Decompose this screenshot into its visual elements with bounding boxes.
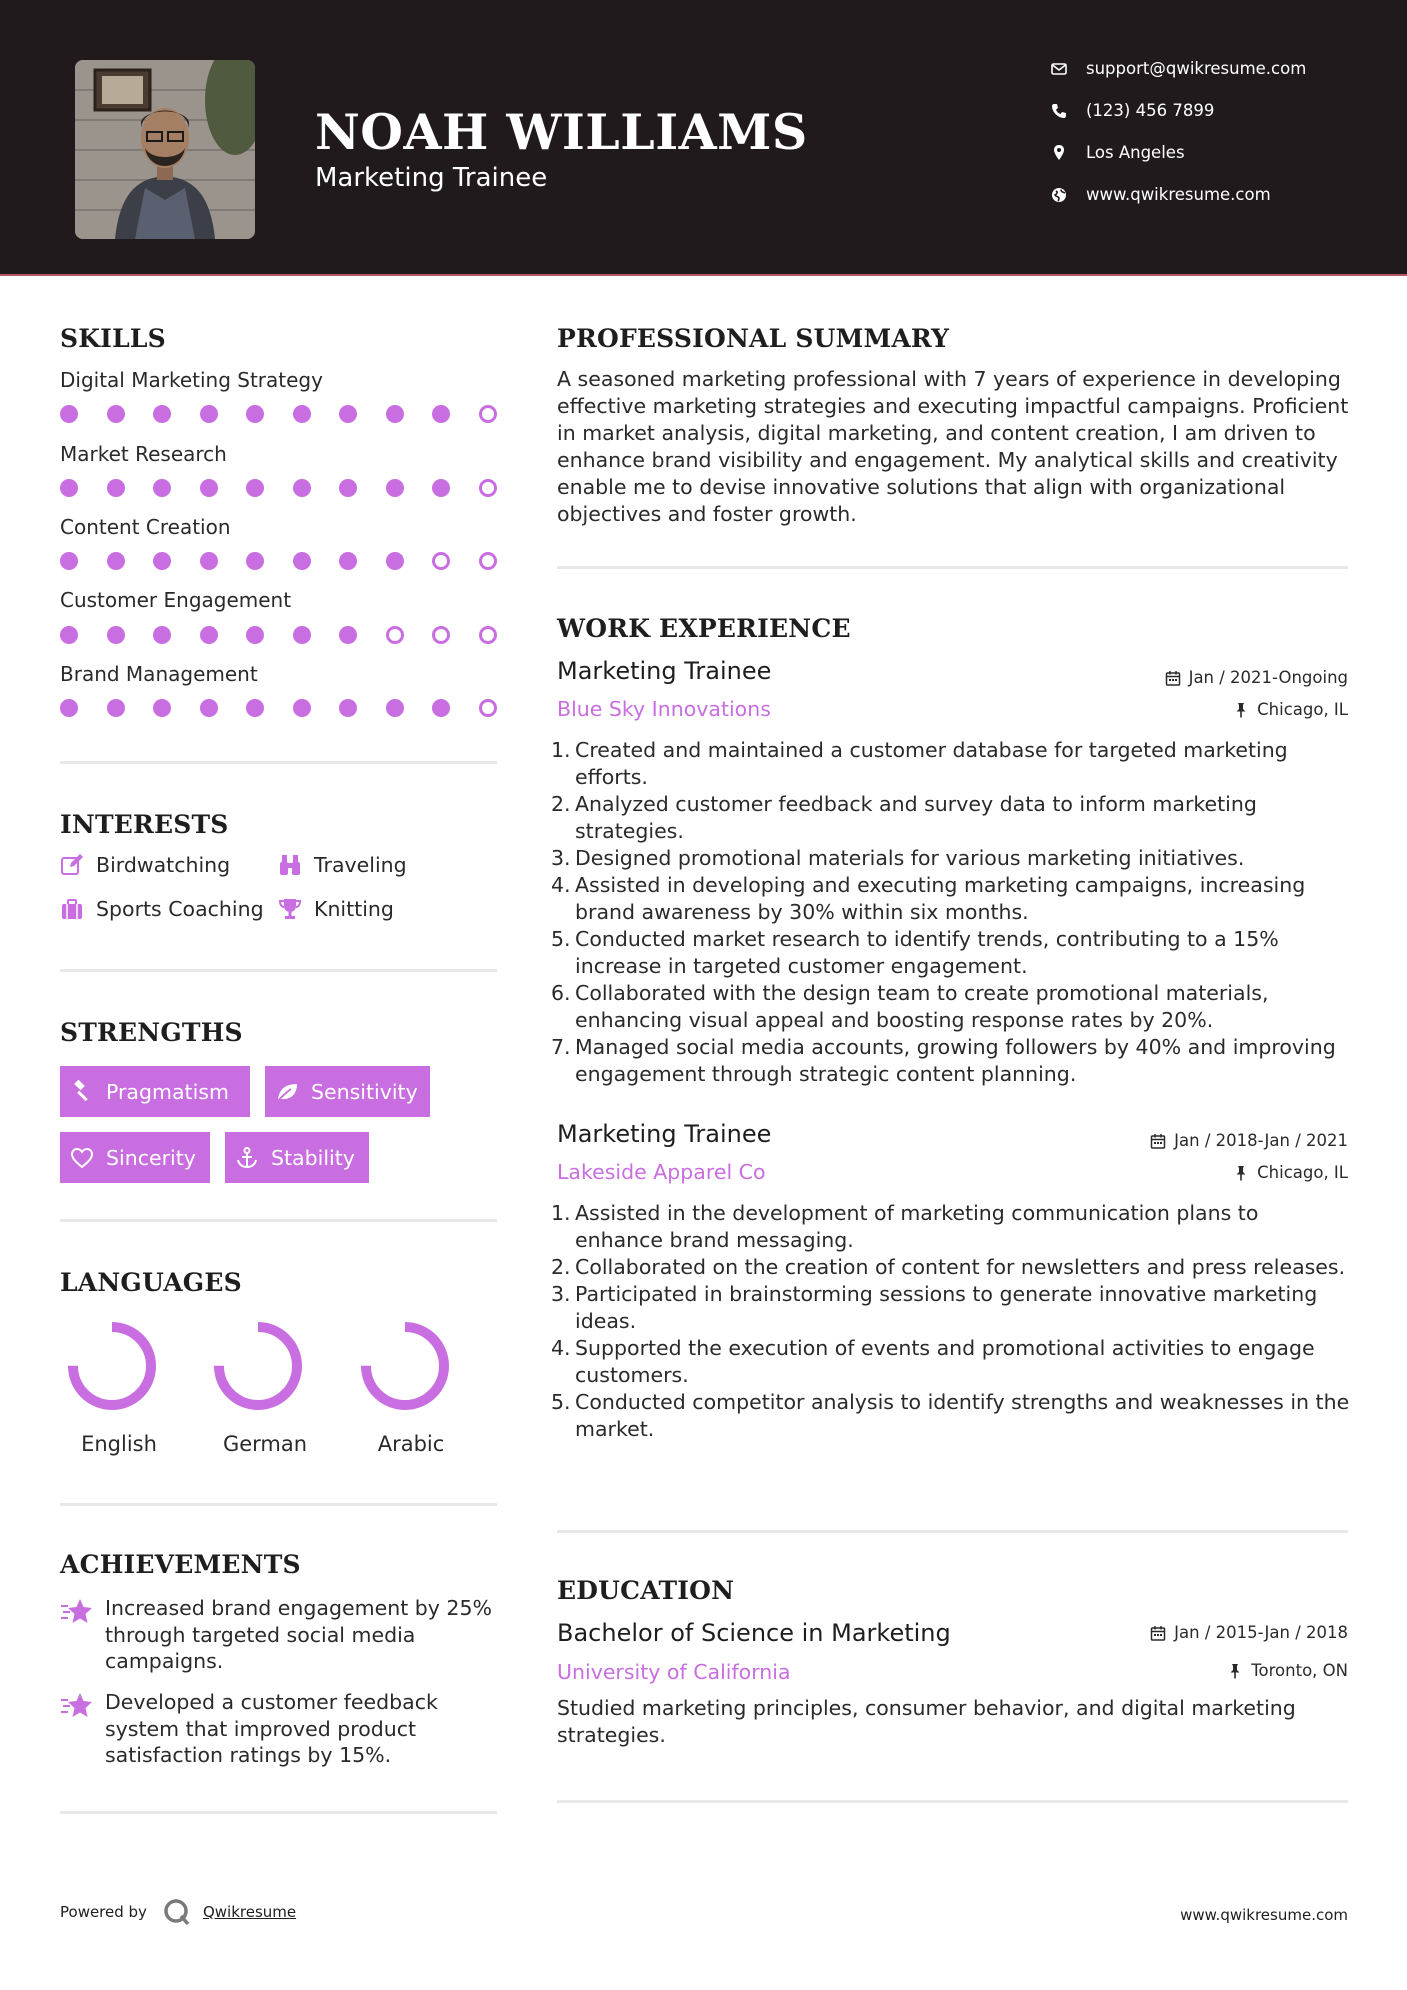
heart-icon <box>70 1146 94 1170</box>
strength-badge <box>265 1066 430 1117</box>
skill-dot-empty <box>479 405 497 423</box>
contact-phone[interactable] <box>1050 101 1214 120</box>
skill-dot-filled <box>107 479 125 497</box>
strength-badge <box>60 1132 210 1183</box>
education-location <box>1227 1661 1348 1680</box>
skill-name: Digital Marketing Strategy <box>60 368 323 392</box>
skill-dot-filled <box>246 479 264 497</box>
skill-dot-filled <box>339 479 357 497</box>
languages-title: LANGUAGES <box>60 1268 242 1297</box>
section-divider <box>60 969 497 972</box>
gavel-icon <box>70 1080 94 1104</box>
bullet-text: Conducted market research to identify trends, contributing to a 15% increase in targeted customer engagement. <box>575 927 1279 978</box>
binoculars-icon <box>278 853 302 877</box>
bullet-number: 6. <box>551 981 571 1005</box>
skill-dot-filled <box>153 552 171 570</box>
summary-text: A seasoned marketing professional with 7 years of experience in developing effective marketing strategies and executing impactful campaigns. Proficient in market analysis, digital marketing, and content creation, I am driven to enhance brand visibility and engagement. My analytical skills and creativity enable me to devise innovative solutions that align with organizational objectives and foster growth. <box>557 367 1349 526</box>
job-title: Marketing Trainee <box>557 1120 772 1148</box>
leaf-icon <box>275 1080 299 1104</box>
bullet-text: Assisted in developing and executing marketing campaigns, increasing brand awareness by 30% within six months. <box>575 873 1306 924</box>
skill-dot-filled <box>386 699 404 717</box>
location-pin-icon <box>1050 144 1068 162</box>
skill-dot-empty <box>479 552 497 570</box>
job-dates <box>1165 668 1348 687</box>
job-bullet <box>551 1281 1351 1335</box>
skill-dot-filled <box>60 405 78 423</box>
qwikresume-link[interactable]: Qwikresume <box>202 1903 297 1921</box>
strengths-title: STRENGTHS <box>60 1018 243 1047</box>
interest-item <box>60 853 230 877</box>
language-level-arc <box>73 1327 151 1405</box>
star-icon <box>60 1597 94 1627</box>
interest-item <box>278 853 407 877</box>
strength-badge <box>225 1132 369 1183</box>
skill-dot-filled <box>293 552 311 570</box>
bullet-text: Collaborated on the creation of content for newsletters and press releases. <box>575 1255 1346 1279</box>
skill-rating <box>60 479 500 499</box>
job-location <box>1233 1163 1348 1182</box>
degree-title: Bachelor of Science in Marketing <box>557 1619 951 1647</box>
section-divider <box>60 1811 497 1814</box>
summary-title: PROFESSIONAL SUMMARY <box>557 324 950 353</box>
contact-location-text: Los Angeles <box>1086 143 1185 162</box>
contact-email[interactable] <box>1050 59 1306 78</box>
footer-url[interactable]: www.qwikresume.com <box>1180 1906 1348 1924</box>
bullet-text: Analyzed customer feedback and survey data to inform marketing strategies. <box>575 792 1257 843</box>
bullet-number: 4. <box>551 873 571 897</box>
language-ring <box>208 1316 308 1416</box>
interest-item <box>60 897 264 921</box>
edit-icon <box>60 853 84 877</box>
contact-email-text: support@qwikresume.com <box>1086 59 1307 78</box>
bullet-text: Created and maintained a customer database for targeted marketing efforts. <box>575 738 1288 789</box>
skill-dot-filled <box>200 479 218 497</box>
interest-label: Traveling <box>314 853 407 877</box>
education-dates <box>1150 1623 1348 1642</box>
bullet-number: 3. <box>551 1282 571 1306</box>
job-bullet <box>551 1335 1351 1389</box>
skill-name: Customer Engagement <box>60 588 292 612</box>
bullet-number: 7. <box>551 1035 571 1059</box>
qwikresume-logo-icon <box>161 1896 193 1928</box>
contact-location <box>1050 143 1185 162</box>
section-divider <box>60 761 497 764</box>
language-name: English <box>81 1432 157 1456</box>
skill-dot-filled <box>107 626 125 644</box>
skill-dot-filled <box>246 552 264 570</box>
skill-rating <box>60 626 500 646</box>
skill-dot-filled <box>153 699 171 717</box>
skill-dot-filled <box>200 405 218 423</box>
language-ring <box>62 1316 162 1416</box>
language-name: German <box>222 1432 308 1456</box>
resume-header <box>0 0 1407 276</box>
bullet-text: Participated in brainstorming sessions to generate innovative marketing ideas. <box>575 1282 1318 1333</box>
skill-name: Content Creation <box>60 515 231 539</box>
skill-dot-filled <box>200 552 218 570</box>
job-bullet <box>551 1034 1351 1088</box>
bullet-text: Managed social media accounts, growing followers by 40% and improving engagement through strategic content planning. <box>575 1035 1336 1086</box>
language-ring <box>355 1316 455 1416</box>
skill-dot-filled <box>386 552 404 570</box>
anchor-icon <box>235 1146 259 1170</box>
interest-label: Knitting <box>314 897 394 921</box>
education-dates-text: Jan / 2015-Jan / 2018 <box>1174 1623 1348 1642</box>
skill-dot-filled <box>386 405 404 423</box>
briefcase-icon <box>60 897 84 921</box>
achievement-text: Increased brand engagement by 25% through targeted social media campaigns. <box>105 1596 492 1673</box>
school-name: University of California <box>557 1660 791 1684</box>
profile-photo <box>75 60 255 239</box>
skill-dot-empty <box>479 479 497 497</box>
skill-dot-filled <box>200 699 218 717</box>
section-divider <box>557 1800 1348 1803</box>
skill-rating <box>60 405 500 425</box>
bullet-number: 2. <box>551 1255 571 1279</box>
job-bullet <box>551 872 1351 926</box>
company-name: Blue Sky Innovations <box>557 697 771 721</box>
skill-name: Market Research <box>60 442 227 466</box>
skill-dot-filled <box>339 552 357 570</box>
profile-photo-image <box>75 60 255 239</box>
experience-title: WORK EXPERIENCE <box>557 614 851 643</box>
skill-dot-filled <box>432 699 450 717</box>
job-location-text: Chicago, IL <box>1257 700 1348 719</box>
section-divider <box>557 1530 1348 1533</box>
company-name: Lakeside Apparel Co <box>557 1160 766 1184</box>
job-dates-text: Jan / 2021-Ongoing <box>1188 668 1348 687</box>
skill-dot-filled <box>107 552 125 570</box>
pushpin-icon <box>1233 702 1249 718</box>
skill-dot-filled <box>246 626 264 644</box>
bullet-number: 1. <box>551 738 571 762</box>
skills-title: SKILLS <box>60 324 166 353</box>
strength-badge <box>60 1066 250 1117</box>
language-level-arc <box>366 1327 444 1405</box>
bullet-text: Assisted in the development of marketing communication plans to enhance brand messaging. <box>575 1201 1259 1252</box>
skill-dot-filled <box>153 626 171 644</box>
job-bullets <box>551 737 1351 1088</box>
education-title: EDUCATION <box>557 1576 735 1605</box>
skill-dot-filled <box>60 699 78 717</box>
pushpin-icon <box>1233 1165 1249 1181</box>
bullet-number: 3. <box>551 846 571 870</box>
trophy-icon <box>278 897 302 921</box>
job-bullet <box>551 1200 1351 1254</box>
job-dates-text: Jan / 2018-Jan / 2021 <box>1174 1131 1348 1150</box>
skill-dot-filled <box>293 699 311 717</box>
interest-label: Sports Coaching <box>96 897 264 921</box>
skill-dot-filled <box>153 479 171 497</box>
skill-dot-filled <box>293 626 311 644</box>
job-bullet <box>551 926 1351 980</box>
calendar-icon <box>1150 1625 1166 1641</box>
achievement-item <box>60 1595 510 1675</box>
skill-dot-filled <box>246 699 264 717</box>
skill-dot-filled <box>153 405 171 423</box>
skill-dot-filled <box>246 405 264 423</box>
skill-dot-filled <box>293 405 311 423</box>
skill-rating <box>60 552 500 572</box>
job-bullet <box>551 1389 1351 1443</box>
skill-dot-filled <box>293 479 311 497</box>
powered-by-text: Powered by <box>60 1903 147 1921</box>
skill-dot-filled <box>339 405 357 423</box>
job-dates <box>1150 1131 1348 1150</box>
skill-dot-filled <box>339 626 357 644</box>
skill-dot-filled <box>107 699 125 717</box>
strength-label: Pragmatism <box>106 1079 229 1104</box>
skill-dot-filled <box>60 479 78 497</box>
candidate-role: Marketing Trainee <box>315 163 548 193</box>
achievement-item <box>60 1689 510 1769</box>
skill-name: Brand Management <box>60 662 258 686</box>
candidate-name: NOAH WILLIAMS <box>315 103 808 161</box>
bullet-text: Collaborated with the design team to create promotional materials, enhancing visual appeal and boosting response rates by 20%. <box>575 981 1269 1032</box>
education-location-text: Toronto, ON <box>1251 1661 1348 1680</box>
job-bullet <box>551 791 1351 845</box>
skill-dot-filled <box>60 552 78 570</box>
language-name: Arabic <box>377 1432 445 1456</box>
skill-dot-filled <box>107 405 125 423</box>
pushpin-icon <box>1227 1663 1243 1679</box>
skill-dot-empty <box>386 626 404 644</box>
bullet-number: 1. <box>551 1201 571 1225</box>
section-divider <box>557 566 1348 569</box>
bullet-number: 4. <box>551 1336 571 1360</box>
globe-icon <box>1050 186 1068 204</box>
skill-rating <box>60 699 500 719</box>
bullet-number: 2. <box>551 792 571 816</box>
strength-label: Sensitivity <box>311 1079 418 1104</box>
skill-dot-empty <box>432 626 450 644</box>
job-bullet <box>551 980 1351 1034</box>
skill-dot-filled <box>386 479 404 497</box>
section-divider <box>60 1219 497 1222</box>
bullet-text: Conducted competitor analysis to identify strengths and weaknesses in the market. <box>575 1390 1350 1441</box>
calendar-icon <box>1150 1133 1166 1149</box>
job-location <box>1233 700 1348 719</box>
strength-label: Stability <box>271 1145 355 1170</box>
bullet-text: Supported the execution of events and promotional activities to engage customers. <box>575 1336 1315 1387</box>
bullet-number: 5. <box>551 1390 571 1414</box>
header-accent-line <box>0 274 1407 276</box>
interest-item <box>278 897 394 921</box>
skill-dot-filled <box>432 405 450 423</box>
envelope-icon <box>1050 60 1068 78</box>
language-level-arc <box>219 1327 297 1405</box>
bullet-text: Designed promotional materials for various marketing initiatives. <box>575 846 1245 870</box>
job-bullets <box>551 1200 1351 1443</box>
skill-dot-filled <box>200 626 218 644</box>
star-icon <box>60 1691 94 1721</box>
skill-dot-filled <box>432 479 450 497</box>
contact-phone-text: (123) 456 7899 <box>1086 101 1215 120</box>
phone-icon <box>1050 102 1068 120</box>
section-divider <box>60 1503 497 1506</box>
job-location-text: Chicago, IL <box>1257 1163 1348 1182</box>
bullet-number: 5. <box>551 927 571 951</box>
skill-dot-filled <box>60 626 78 644</box>
skill-dot-empty <box>479 626 497 644</box>
calendar-icon <box>1165 670 1181 686</box>
achievements-title: ACHIEVEMENTS <box>60 1550 301 1579</box>
contact-website-text: www.qwikresume.com <box>1086 185 1271 204</box>
job-bullet <box>551 737 1351 791</box>
interest-label: Birdwatching <box>96 853 231 877</box>
footer-powered-by <box>60 1896 296 1928</box>
skill-dot-filled <box>339 699 357 717</box>
education-description: Studied marketing principles, consumer behavior, and digital marketing strategies. <box>557 1696 1296 1747</box>
skill-dot-empty <box>432 552 450 570</box>
contact-website[interactable] <box>1050 185 1271 204</box>
job-bullet <box>551 845 1351 872</box>
skill-dot-empty <box>479 699 497 717</box>
achievement-text: Developed a customer feedback system that improved product satisfaction ratings by 15%. <box>105 1690 438 1767</box>
job-bullet <box>551 1254 1351 1281</box>
interests-title: INTERESTS <box>60 810 229 839</box>
strength-label: Sincerity <box>106 1145 196 1170</box>
job-title: Marketing Trainee <box>557 657 772 685</box>
